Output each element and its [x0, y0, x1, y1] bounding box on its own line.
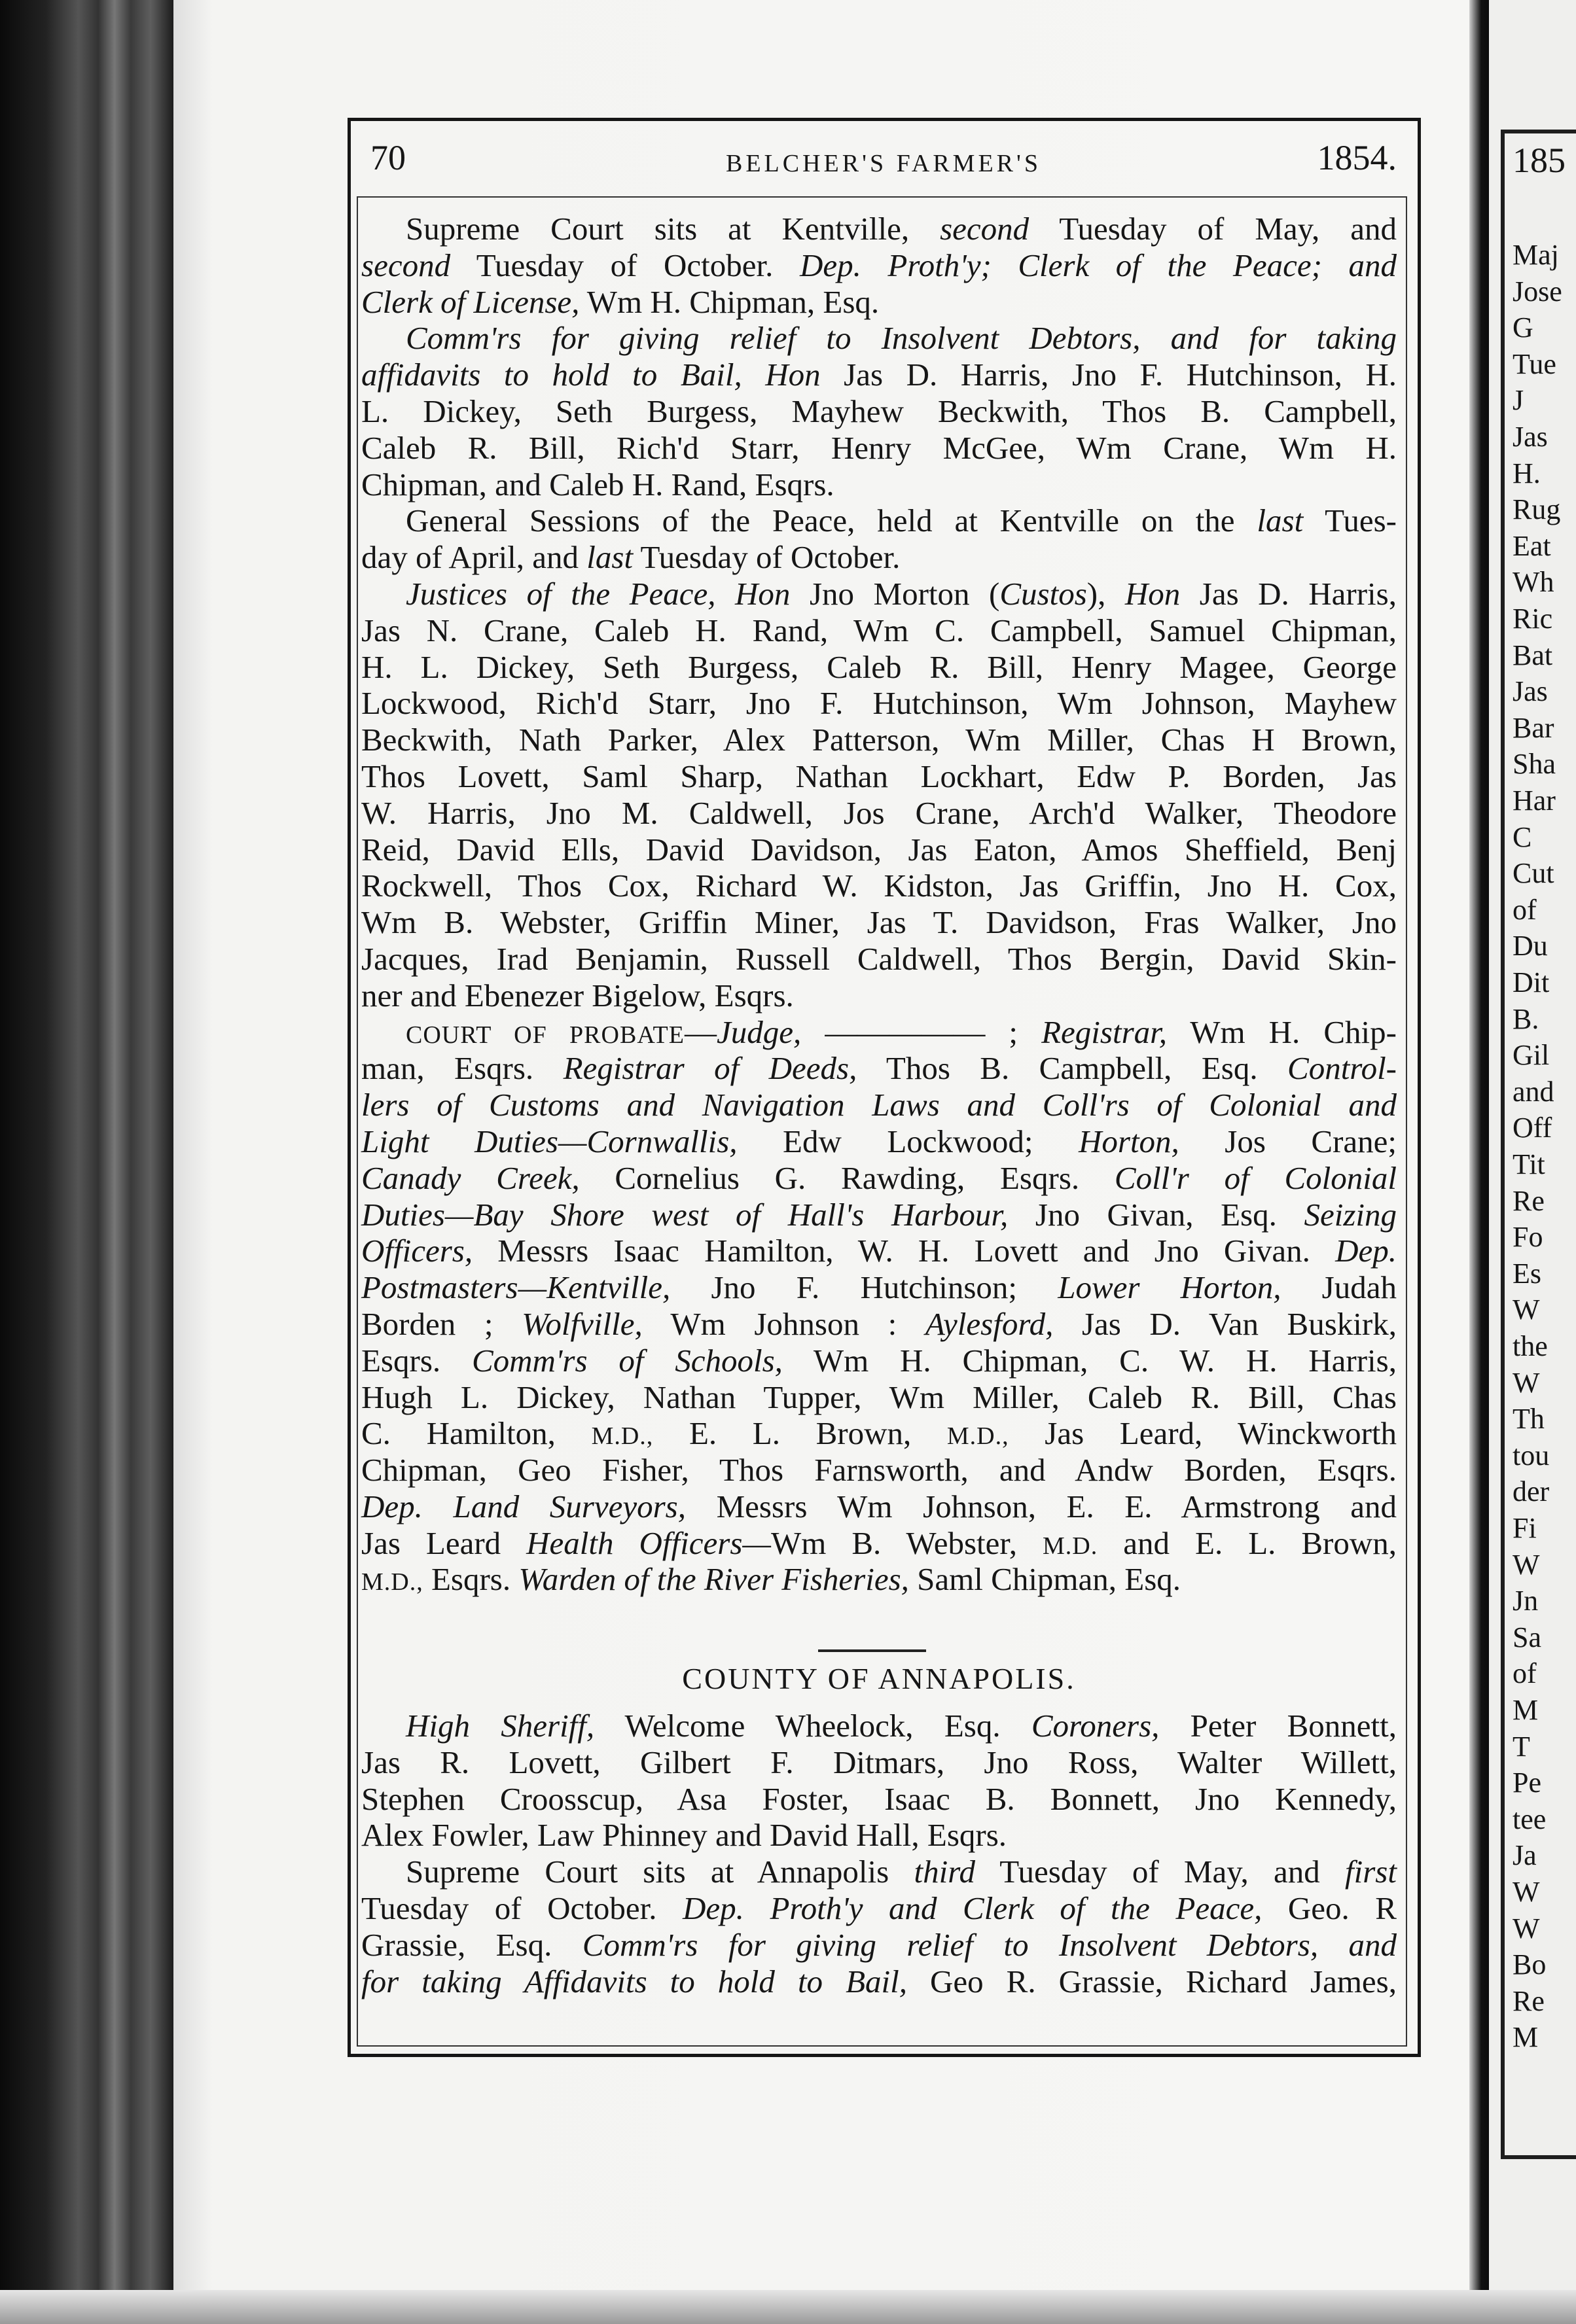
text-run: first	[1345, 1854, 1397, 1890]
text-line	[361, 1415, 1397, 1452]
text-run: Tuesday of May, and	[975, 1854, 1346, 1890]
text-line	[361, 1306, 1397, 1343]
next-page-line: Du	[1513, 930, 1548, 962]
text-run: Wm Johnson :	[642, 1305, 925, 1342]
text-run: lers of Customs and Navigation Laws and Coll'rs of Colonial and	[361, 1087, 1397, 1123]
book-spine	[0, 0, 173, 2324]
text-line	[361, 1525, 1397, 1562]
next-page-line: Es	[1513, 1257, 1541, 1290]
text-run: Registrar of Deeds,	[563, 1050, 857, 1087]
text-run: Officers,	[361, 1233, 473, 1269]
text-run: Jas D. Van Buskirk,	[1053, 1305, 1397, 1342]
text-run: E. L. Brown,	[653, 1415, 947, 1452]
text-run: Wm B. Webster, Griffin Miner, Jas T. Davidson, Fras Walker, Jno	[361, 904, 1397, 941]
text-line	[361, 502, 1397, 539]
next-page-line: Dit	[1513, 966, 1550, 998]
text-run: Wm H. Chipman, Esq.	[579, 283, 880, 320]
text-line	[361, 1963, 1397, 2000]
next-page-line: Th	[1513, 1403, 1545, 1435]
text-run: Warden of the River Fisheries,	[518, 1561, 909, 1598]
text-run: M.D.,	[361, 1568, 423, 1596]
text-run: Wm B. Webster,	[770, 1524, 1043, 1561]
next-page-line: H.	[1513, 457, 1541, 489]
next-page-line: Har	[1513, 784, 1556, 817]
text-run: Messrs Wm Johnson, E. E. Armstrong and	[686, 1488, 1397, 1524]
section-title-annapolis: COUNTY OF ANNAPOLIS.	[682, 1662, 1076, 1695]
text-run: Judge,	[716, 1013, 802, 1050]
text-line	[361, 1708, 1397, 1744]
text-run: Welcome Wheelock, Esq.	[594, 1708, 1031, 1744]
text-line	[361, 1087, 1397, 1123]
next-page-line: Ric	[1513, 603, 1553, 635]
next-page-line: J	[1513, 384, 1524, 417]
text-line	[361, 1854, 1397, 1890]
next-page-line: Sha	[1513, 748, 1556, 781]
section-divider	[818, 1649, 926, 1652]
text-run: Custos	[999, 575, 1087, 612]
next-page-line: Pe	[1513, 1767, 1541, 1799]
text-run: Canady Creek,	[361, 1159, 580, 1196]
text-run: last	[586, 539, 634, 576]
text-line	[361, 722, 1397, 758]
text-run: Messrs Isaac Hamilton, W. H. Lovett and Jno Givan.	[473, 1233, 1336, 1269]
text-run: Peter Bonnett,	[1159, 1708, 1397, 1744]
next-page-line: Bo	[1513, 1948, 1547, 1981]
text-run: Light Duties—Cornwallis,	[361, 1123, 738, 1159]
next-page-line: W	[1513, 1912, 1540, 1945]
text-run: H. L. Dickey, Seth Burgess, Caleb R. Bill, Henry Magee, George	[361, 648, 1397, 685]
text-run: High Sheriff,	[406, 1708, 595, 1744]
next-page-fragment	[1489, 0, 1576, 2324]
text-run: Caleb R. Bill, Rich'd Starr, Henry McGee, Wm Crane, Wm H.	[361, 429, 1397, 466]
text-run: ),	[1086, 575, 1125, 612]
text-line	[361, 1014, 1397, 1051]
text-run: Jno Morton (	[790, 575, 1000, 612]
text-run: Dep. Proth'y; Clerk of the Peace; and	[799, 247, 1397, 283]
text-run: Hon	[1124, 575, 1181, 612]
text-line	[361, 320, 1397, 357]
text-run: Jacques, Irad Benjamin, Russell Caldwell, Thos Bergin, David Skin-	[361, 940, 1397, 977]
text-run: Jas R. Lovett, Gilbert F. Ditmars, Jno Ross, Walter Willett,	[361, 1744, 1397, 1780]
next-page-line: Tue	[1513, 347, 1556, 380]
text-run: Alex Fowler, Law Phinney and David Hall, Esqrs.	[361, 1817, 1007, 1854]
text-run: third	[914, 1854, 975, 1890]
text-run: Stephen Croosscup, Asa Foster, Isaac B. Bonnett, Jno Kennedy,	[361, 1780, 1397, 1817]
text-run: Dep.	[1335, 1233, 1397, 1269]
running-title: BELCHER'S FARMER'S	[725, 150, 1042, 177]
next-page-line: Jn	[1513, 1585, 1539, 1617]
next-page-line: of	[1513, 893, 1537, 926]
text-line	[361, 1123, 1397, 1160]
text-line	[361, 576, 1397, 612]
next-page-line: M	[1513, 2021, 1539, 2054]
text-run: Borden ;	[361, 1305, 522, 1342]
text-line	[361, 612, 1397, 649]
next-page-line: B.	[1513, 1002, 1539, 1035]
text-run: Jas Leard, Winckworth	[1009, 1415, 1397, 1452]
text-run: Thos Lovett, Saml Sharp, Nathan Lockhart, Edw P. Borden, Jas	[361, 758, 1397, 794]
next-page-line: tee	[1513, 1803, 1547, 1835]
text-run: Registrar,	[1041, 1013, 1168, 1050]
next-page-line: Ja	[1513, 1839, 1537, 1872]
text-run: ————— ;	[801, 1013, 1042, 1050]
next-page-line: Maj	[1513, 239, 1559, 271]
text-run: ner and Ebenezer Bigelow, Esqrs.	[361, 977, 794, 1013]
text-run: Tuesday of October.	[450, 247, 800, 283]
next-page-line: W	[1513, 1294, 1540, 1326]
text-line	[361, 868, 1397, 904]
next-page-line: Rug	[1513, 493, 1561, 526]
text-run: Thos B. Campbell, Esq.	[857, 1050, 1288, 1087]
text-line	[361, 1927, 1397, 1963]
text-run: Horton,	[1078, 1123, 1179, 1159]
text-line	[361, 467, 1397, 503]
text-run: Comm'rs for giving relief to Insolvent Debtors, and	[582, 1926, 1397, 1963]
text-line	[361, 1561, 1397, 1598]
text-run: C. Hamilton,	[361, 1415, 592, 1452]
year: 1854.	[1317, 138, 1397, 177]
text-run: Geo. R	[1262, 1890, 1397, 1926]
text-run: M.D.,	[946, 1422, 1009, 1451]
text-run: Saml Chipman, Esq.	[908, 1561, 1181, 1598]
text-line	[361, 539, 1397, 576]
text-run: Jas D. Harris,	[1180, 575, 1397, 612]
text-run: and E. L. Brown,	[1098, 1524, 1397, 1561]
text-line	[361, 1452, 1397, 1488]
text-run: day of April, and	[361, 539, 587, 576]
text-run: Postmasters—Kentville,	[361, 1269, 671, 1306]
text-line	[361, 832, 1397, 868]
text-run: Jno Givan, Esq.	[1008, 1196, 1304, 1233]
text-line	[361, 1379, 1397, 1416]
text-line	[361, 795, 1397, 832]
text-line	[361, 758, 1397, 795]
text-run: Supreme Court sits at Kentville,	[406, 211, 940, 247]
next-page-line: Gil	[1513, 1039, 1550, 1072]
text-line	[361, 1197, 1397, 1233]
text-run: Wm H. Chipman, C. W. H. Harris,	[782, 1342, 1397, 1379]
next-page-line: Cut	[1513, 857, 1554, 890]
next-page-line: Fo	[1513, 1221, 1543, 1254]
text-run: Jas N. Crane, Caleb H. Rand, Wm C. Campbell, Samuel Chipman,	[361, 612, 1397, 648]
text-run: Jno F. Hutchinson;	[670, 1269, 1058, 1306]
text-line	[361, 211, 1397, 247]
text-line	[361, 1817, 1397, 1854]
text-run: Clerk of License,	[361, 283, 580, 320]
text-run: Coll'r of Colonial	[1114, 1159, 1397, 1196]
text-run: Aylesford,	[925, 1305, 1054, 1342]
text-line	[361, 247, 1397, 284]
next-page-line: W	[1513, 1366, 1540, 1399]
text-run: M.D.,	[591, 1422, 654, 1451]
text-run: second	[940, 211, 1030, 247]
next-page-line: Jose	[1513, 275, 1562, 308]
next-page-line: M	[1513, 1694, 1539, 1726]
next-page-line: Tit	[1513, 1148, 1545, 1180]
text-run: Tuesday of October.	[361, 1890, 683, 1926]
text-run: —	[684, 1013, 717, 1050]
text-line	[361, 1233, 1397, 1269]
next-page-line: G	[1513, 311, 1533, 344]
text-line	[361, 1160, 1397, 1197]
text-line	[361, 1050, 1397, 1087]
text-run: General Sessions of the Peace, held at Kentville on the	[406, 502, 1257, 539]
text-run: Rockwell, Thos Cox, Richard W. Kidston, Jas Griffin, Jno H. Cox,	[361, 868, 1397, 904]
text-run: Tuesday of October.	[633, 539, 901, 576]
text-line	[361, 649, 1397, 686]
text-run: man, Esqrs.	[361, 1050, 564, 1087]
next-page-line: of	[1513, 1657, 1537, 1690]
text-run: Comm'rs for giving relief to Insolvent Debtors, and for taking	[406, 320, 1397, 357]
text-run: COURT OF PROBATE	[406, 1021, 685, 1049]
text-run: Tuesday of May, and	[1029, 211, 1397, 247]
text-run: Dep. Land Surveyors,	[361, 1488, 686, 1524]
text-run: Jas D. Harris, Jno F. Hutchinson, H.	[820, 357, 1397, 393]
text-run: last	[1257, 502, 1304, 539]
text-run: Hugh L. Dickey, Nathan Tupper, Wm Miller, Caleb R. Bill, Chas	[361, 1379, 1397, 1415]
text-line	[361, 357, 1397, 393]
text-run: W. Harris, Jno M. Caldwell, Jos Crane, Arch'd Walker, Theodore	[361, 794, 1397, 831]
next-page-line: Re	[1513, 1184, 1545, 1217]
next-page-line: and	[1513, 1075, 1554, 1108]
text-run: Tues-	[1303, 502, 1397, 539]
next-page-line: W	[1513, 1876, 1540, 1908]
next-page-line: Bar	[1513, 711, 1554, 744]
text-run: for taking Affidavits to hold to Bail,	[361, 1963, 907, 1999]
kings-county-text	[361, 211, 1397, 1598]
text-run: Coroners,	[1031, 1708, 1160, 1744]
text-run: Wm H. Chip-	[1167, 1013, 1397, 1050]
next-page-line: der	[1513, 1475, 1550, 1508]
text-run: Esqrs.	[361, 1342, 472, 1379]
next-page-line: Off	[1513, 1112, 1552, 1144]
text-line	[361, 1343, 1397, 1379]
text-run: Cornelius G. Rawding, Esqrs.	[579, 1159, 1115, 1196]
next-page-gutter	[1469, 0, 1489, 2324]
text-run: Health Officers—	[526, 1524, 771, 1561]
text-line	[361, 1744, 1397, 1781]
text-run: Geo R. Grassie, Richard James,	[907, 1963, 1397, 1999]
text-run: Dep. Proth'y and Clerk of the Peace,	[683, 1890, 1263, 1926]
next-page-line: Eat	[1513, 529, 1551, 562]
next-page-line: W	[1513, 1548, 1540, 1581]
text-line	[361, 1890, 1397, 1927]
text-run: affidavits to hold to Bail, Hon	[361, 357, 821, 393]
text-run: Chipman, Geo Fisher, Thos Farnsworth, and Andw Borden, Esqrs.	[361, 1452, 1397, 1488]
text-run: Justices of the Peace, Hon	[406, 575, 791, 612]
text-line	[361, 1269, 1397, 1306]
next-page-line: Sa	[1513, 1621, 1541, 1653]
header-rule	[357, 196, 1407, 198]
scan-bottom-edge	[0, 2290, 1576, 2324]
text-line	[361, 284, 1397, 321]
text-line	[361, 904, 1397, 941]
text-run: Supreme Court sits at Annapolis	[406, 1854, 914, 1890]
text-run: Judah	[1281, 1269, 1397, 1306]
text-run: Wolfville,	[522, 1305, 643, 1342]
text-run: second	[361, 247, 451, 283]
text-run: Control-	[1287, 1050, 1397, 1087]
text-run: Reid, David Ells, David Davidson, Jas Eaton, Amos Sheffield, Benj	[361, 831, 1397, 868]
text-run: Beckwith, Nath Parker, Alex Patterson, Wm Miller, Chas H Brown,	[361, 722, 1397, 758]
text-line	[361, 977, 1397, 1014]
text-run: Jos Crane;	[1179, 1123, 1397, 1159]
text-line	[361, 393, 1397, 430]
next-page-line: T	[1513, 1730, 1530, 1763]
next-page-line: Wh	[1513, 566, 1554, 599]
text-run: Chipman, and Caleb H. Rand, Esqrs.	[361, 466, 834, 502]
text-run: L. Dickey, Seth Burgess, Mayhew Beckwith, Thos B. Campbell,	[361, 393, 1397, 429]
running-head	[370, 130, 1397, 188]
text-run: Edw Lockwood;	[737, 1123, 1079, 1159]
next-page-line: the	[1513, 1330, 1548, 1362]
next-page-line: Fi	[1513, 1512, 1537, 1544]
text-line	[361, 430, 1397, 467]
next-page-line: Bat	[1513, 639, 1553, 671]
text-run: Seizing	[1304, 1196, 1397, 1233]
text-line	[361, 1781, 1397, 1818]
text-line	[361, 1488, 1397, 1525]
text-run: Comm'rs of Schools,	[471, 1342, 783, 1379]
next-page-line: Jas	[1513, 675, 1548, 708]
text-run: Lockwood, Rich'd Starr, Jno F. Hutchinson, Wm Johnson, Mayhew	[361, 685, 1397, 722]
text-run: M.D.	[1043, 1532, 1098, 1560]
text-line	[361, 941, 1397, 977]
text-run: Esqrs.	[423, 1561, 519, 1598]
next-page-line: C	[1513, 820, 1532, 853]
next-page-line: Re	[1513, 1984, 1545, 2017]
next-page-line: Jas	[1513, 421, 1548, 453]
next-page-line: tou	[1513, 1439, 1550, 1471]
text-run: Grassie, Esq.	[361, 1926, 582, 1963]
page-number: 70	[370, 138, 406, 177]
text-run: Lower Horton,	[1058, 1269, 1281, 1306]
text-run: Duties—Bay Shore west of Hall's Harbour,	[361, 1196, 1009, 1233]
text-run: Jas Leard	[361, 1524, 527, 1561]
annapolis-county-text	[361, 1708, 1397, 1999]
next-page-header: 185	[1513, 141, 1566, 180]
text-line	[361, 685, 1397, 722]
